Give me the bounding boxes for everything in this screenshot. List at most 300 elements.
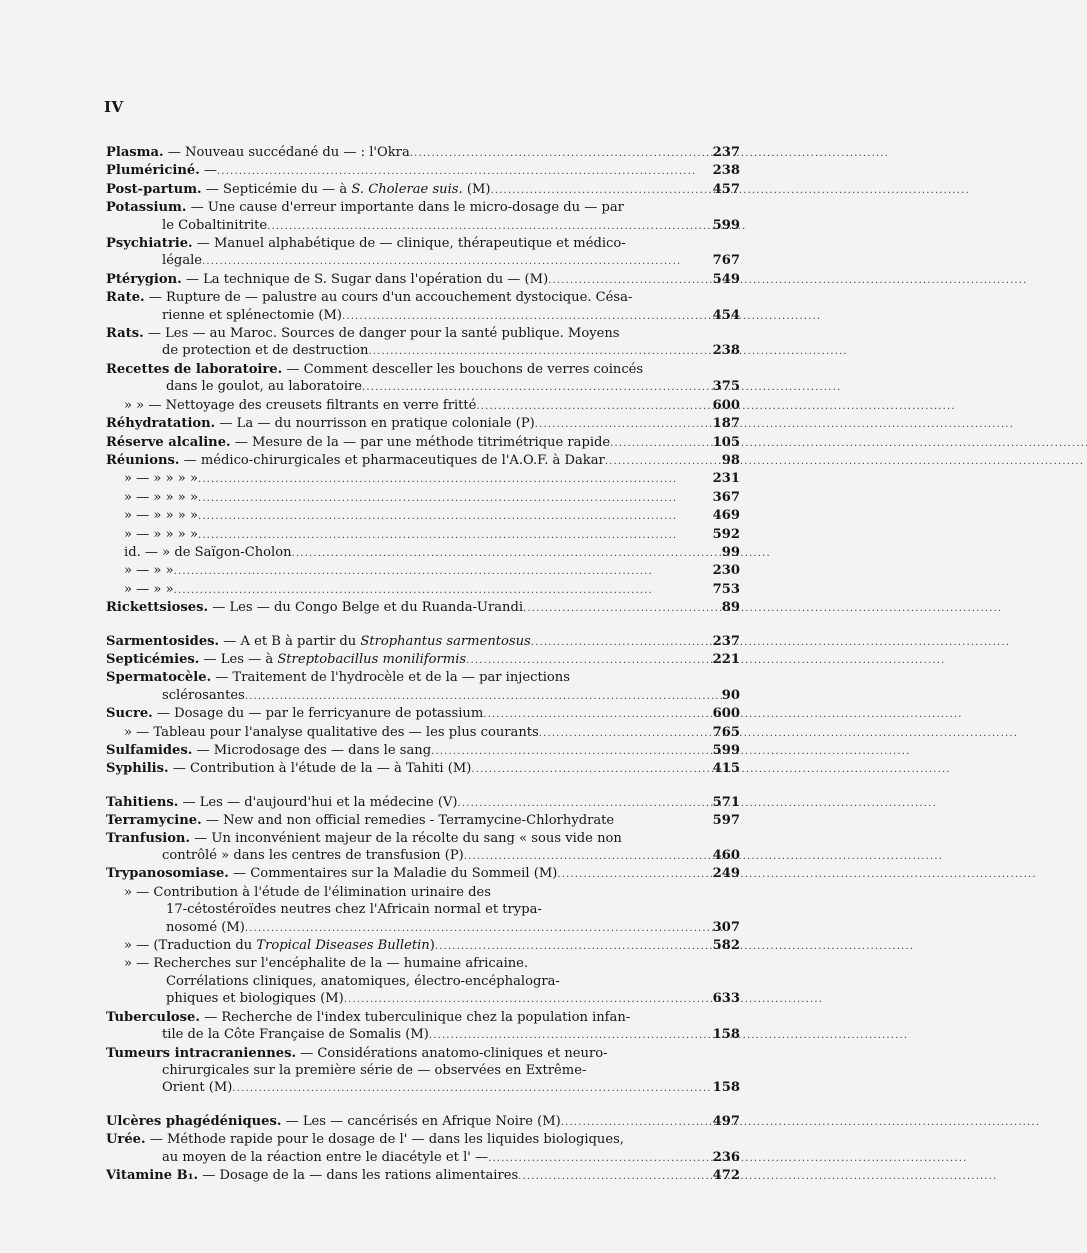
dot-leader xyxy=(531,633,708,651)
page-number: 375 xyxy=(712,379,740,395)
page-number: 592 xyxy=(712,526,740,542)
entry-heading: Plasma. xyxy=(106,145,164,160)
entry-line xyxy=(106,307,740,325)
dot-leader xyxy=(490,181,708,199)
entry-description: — xyxy=(199,163,218,179)
page-number: 98 xyxy=(721,452,740,468)
page-number: 454 xyxy=(712,307,740,323)
page-number: 765 xyxy=(712,724,740,740)
entry-line xyxy=(106,847,740,865)
page-number: 460 xyxy=(712,848,740,864)
entry-line xyxy=(106,181,740,199)
entry-text xyxy=(106,865,557,882)
entry-description: » — » » » » xyxy=(124,471,198,487)
entry-text xyxy=(106,812,614,829)
entry-line xyxy=(106,812,740,829)
entry-text xyxy=(162,687,245,704)
index-entry xyxy=(106,181,740,199)
entry-line xyxy=(106,489,740,507)
entry-heading: Septicémies. xyxy=(106,651,200,667)
entry-description: — Les — cancérisés en Afrique Noire (M) xyxy=(281,1113,561,1129)
dot-leader xyxy=(458,794,709,812)
entry-text xyxy=(106,1131,624,1148)
entry-description: — Un inconvénient majeur de la récolte du sang « sous vide non xyxy=(190,830,622,846)
dot-leader xyxy=(464,847,708,865)
entry-heading: Réunions. xyxy=(106,452,180,468)
entry-description: — Considérations anatomo-cliniques et neuro- xyxy=(296,1045,608,1061)
entry-line xyxy=(106,397,740,415)
entry-text xyxy=(106,1045,608,1062)
dot-leader xyxy=(217,162,708,180)
page-number: 238 xyxy=(712,343,740,359)
entry-description: — A et B à partir du xyxy=(219,633,361,649)
entry-line xyxy=(106,973,740,990)
page-folio: IV xyxy=(104,98,124,116)
entry-description: 17-cétostéroïdes neutres chez l'Africain normal et trypa- xyxy=(166,902,542,918)
index-entry xyxy=(106,235,740,271)
dot-leader xyxy=(292,544,708,562)
dot-leader xyxy=(245,687,708,705)
entry-suffix: (M) xyxy=(462,181,491,197)
entry-description: — Septicémie du — à xyxy=(201,181,352,197)
entry-heading: Vitamine B₁. xyxy=(106,1167,199,1183)
entry-line xyxy=(106,1149,740,1167)
entry-line xyxy=(106,937,740,955)
entry-text xyxy=(106,830,622,847)
entry-text xyxy=(162,1149,488,1166)
entry-heading: Réserve alcaline. xyxy=(106,434,231,450)
entry-text xyxy=(106,1167,518,1184)
entry-text xyxy=(106,235,626,252)
page-number: 249 xyxy=(712,866,740,882)
entry-line xyxy=(106,633,740,651)
entry-text xyxy=(162,252,202,269)
entry-line xyxy=(106,544,740,562)
dot-leader xyxy=(198,526,708,544)
entry-description: — Méthode rapide pour le dosage de l' — dans les liquides biologiques, xyxy=(145,1132,624,1148)
index-entry xyxy=(106,361,740,415)
page-number: 221 xyxy=(712,651,740,667)
entry-line xyxy=(106,865,740,883)
entry-description: phiques et biologiques (M) xyxy=(166,991,344,1007)
entry-description: nosomé (M) xyxy=(166,919,245,935)
entry-description: » — Contribution à l'étude de l'élimination urinaire des xyxy=(124,884,492,900)
entry-text xyxy=(124,470,198,487)
entry-text xyxy=(124,397,476,414)
entry-line xyxy=(106,901,740,918)
entry-description: » — » » xyxy=(124,581,174,597)
section-gap xyxy=(106,779,740,794)
entry-heading: Tuberculose. xyxy=(106,1009,200,1025)
entry-text xyxy=(166,973,560,990)
index-entry xyxy=(106,434,740,452)
entry-text xyxy=(124,724,539,741)
entry-heading: Rickettsioses. xyxy=(106,600,209,616)
entry-description: — Commentaires sur la Maladie du Sommeil (M) xyxy=(228,866,558,882)
entry-description: dans le goulot, au laboratoire xyxy=(166,379,363,395)
index-entry xyxy=(106,1167,740,1185)
dot-leader xyxy=(471,760,708,778)
entry-text xyxy=(124,526,198,543)
index-entry xyxy=(106,760,740,778)
entry-heading: Réhydratation. xyxy=(106,416,216,432)
dot-leader xyxy=(245,919,708,937)
page-number: 472 xyxy=(712,1167,740,1183)
index-entry xyxy=(106,325,740,361)
entry-line xyxy=(106,289,740,306)
page-number: 237 xyxy=(712,633,740,649)
entry-text xyxy=(124,507,198,524)
entry-line xyxy=(106,1167,740,1185)
dot-leader xyxy=(198,470,708,488)
index-entry xyxy=(106,633,740,651)
dot-leader xyxy=(431,742,708,760)
entry-line xyxy=(106,1009,740,1026)
entry-description: le Cobaltinitrite xyxy=(162,217,268,233)
entry-text xyxy=(106,705,483,722)
entry-description: — Une cause d'erreur importante dans le micro-dosage du — par xyxy=(186,200,624,216)
index-entry xyxy=(106,144,740,162)
page-number: 237 xyxy=(712,145,740,160)
entry-description: » » — Nettoyage des creusets filtrants en verre fritté xyxy=(124,397,477,413)
entry-description: légale xyxy=(162,253,203,269)
entry-line xyxy=(106,1113,740,1131)
entry-line xyxy=(106,507,740,525)
entry-line xyxy=(106,526,740,544)
entry-suffix: ) xyxy=(429,938,435,954)
entry-text xyxy=(166,990,344,1007)
page-number: 158 xyxy=(712,1080,740,1096)
dot-leader xyxy=(232,1079,708,1097)
section-gap xyxy=(106,618,740,633)
entry-description: — Traitement de l'hydrocèle et de la — par injections xyxy=(211,670,570,686)
italic-term: S. Cholerae suis. xyxy=(351,181,463,197)
entry-line xyxy=(106,651,740,669)
index-entry xyxy=(106,742,740,760)
entry-line xyxy=(106,581,740,599)
entry-description: — Les — d'aujourd'hui et la médecine (V) xyxy=(178,794,458,810)
entry-description: — Nouveau succédané du — : l'Okra xyxy=(163,145,410,160)
dot-leader xyxy=(539,724,708,742)
entry-text xyxy=(106,325,620,342)
entry-text xyxy=(162,342,368,359)
entry-line xyxy=(106,342,740,360)
entry-description: — Mesure de la — par une méthode titrimétrique rapide xyxy=(230,434,611,450)
entry-description: de protection et de destruction xyxy=(162,343,369,359)
index-entry xyxy=(106,865,740,1008)
entry-text xyxy=(124,489,198,506)
dot-leader xyxy=(435,937,708,955)
entry-line xyxy=(106,235,740,252)
entry-line xyxy=(106,599,740,617)
entry-line xyxy=(106,742,740,760)
entry-text xyxy=(106,434,610,451)
entry-heading: Syphilis. xyxy=(106,761,169,777)
dot-leader xyxy=(410,144,708,162)
index-entry xyxy=(106,812,740,829)
entry-line xyxy=(106,830,740,847)
entry-line xyxy=(106,760,740,778)
dot-leader xyxy=(610,434,708,452)
entry-line xyxy=(106,325,740,342)
dot-leader xyxy=(488,1149,708,1167)
dot-leader xyxy=(267,217,708,235)
entry-heading: Sarmentosides. xyxy=(106,633,220,649)
dot-leader xyxy=(557,865,708,883)
entry-description: id. — » de Saïgon-Cholon xyxy=(124,544,292,560)
entry-text xyxy=(124,937,435,954)
page-number: 457 xyxy=(712,181,740,197)
entry-heading: Tahitiens. xyxy=(106,794,179,810)
page-number: 469 xyxy=(712,508,740,524)
dot-leader xyxy=(362,378,708,396)
entry-description: Orient (M) xyxy=(162,1080,233,1096)
dot-leader xyxy=(344,990,708,1008)
entry-text xyxy=(106,452,605,469)
dot-leader xyxy=(466,651,708,669)
dot-leader xyxy=(198,489,708,507)
entry-heading: Post-partum. xyxy=(106,181,202,197)
entry-description: » — » » » » xyxy=(124,526,198,542)
index-entry xyxy=(106,669,740,705)
page-number: 600 xyxy=(712,706,740,722)
entry-text xyxy=(106,633,531,650)
index-entry xyxy=(106,452,740,599)
page-number: 582 xyxy=(712,938,740,954)
subject-index xyxy=(106,144,740,1185)
entry-text xyxy=(106,794,458,811)
entry-text xyxy=(106,289,632,306)
entry-description: » — » » » » xyxy=(124,508,198,524)
entry-description: — Dosage de la — dans les rations alimentaires xyxy=(198,1167,519,1183)
entry-description: — New and non official remedies - Terramycine-Chlorhydrate xyxy=(201,813,615,829)
entry-text xyxy=(162,1079,232,1096)
dot-leader xyxy=(483,705,708,723)
entry-line xyxy=(106,415,740,433)
entry-description: — Dosage du — par le ferricyanure de potassium xyxy=(152,706,484,722)
entry-line xyxy=(106,955,740,972)
entry-description: » — Recherches sur l'encéphalite de la — humaine africaine. xyxy=(124,956,529,972)
entry-heading: Sulfamides. xyxy=(106,743,193,758)
entry-line xyxy=(106,144,740,162)
page-number: 230 xyxy=(712,563,740,579)
entry-description: — médico-chirurgicales et pharmaceutiques de l'A.O.F. à Dakar xyxy=(179,452,605,468)
page-number: 105 xyxy=(712,434,740,450)
entry-description: — La — du nourrisson en pratique coloniale (P) xyxy=(215,416,535,432)
index-entry xyxy=(106,599,740,617)
entry-description: — Contribution à l'étude de la — à Tahiti (M) xyxy=(168,761,472,777)
entry-description: contrôlé » dans les centres de transfusion (P) xyxy=(162,848,464,864)
dot-leader xyxy=(198,507,708,525)
index-entry xyxy=(106,289,740,325)
entry-text xyxy=(162,217,267,234)
entry-text xyxy=(106,760,471,777)
index-entry xyxy=(106,651,740,669)
dot-leader xyxy=(548,271,708,289)
entry-heading: Trypanosomiase. xyxy=(106,866,229,882)
entry-description: sclérosantes xyxy=(162,687,245,703)
entry-text xyxy=(162,1062,586,1079)
italic-term: Tropical Diseases Bulletin xyxy=(256,938,430,954)
entry-text xyxy=(124,884,491,901)
entry-line xyxy=(106,919,740,937)
entry-description: au moyen de la réaction entre le diacétyle et l' — xyxy=(162,1149,489,1165)
entry-text xyxy=(162,847,464,864)
page-number: 600 xyxy=(712,397,740,413)
page-number: 599 xyxy=(712,217,740,233)
entry-text xyxy=(106,1113,561,1130)
entry-line xyxy=(106,162,740,180)
entry-description: » — (Traduction du xyxy=(124,938,257,954)
entry-line xyxy=(106,669,740,686)
index-entry xyxy=(106,1009,740,1045)
entry-description: Corrélations cliniques, anatomiques, électro-encéphalogra- xyxy=(166,973,560,989)
index-entry xyxy=(106,415,740,433)
page-number: 99 xyxy=(721,544,740,560)
section-gap xyxy=(106,1098,740,1113)
dot-leader xyxy=(535,415,708,433)
index-entry xyxy=(106,1113,740,1131)
entry-text xyxy=(106,742,431,759)
entry-line xyxy=(106,378,740,396)
entry-description: — Les — du Congo Belge et du Ruanda-Urandi xyxy=(208,600,524,616)
page-number: 497 xyxy=(712,1113,740,1129)
entry-line xyxy=(106,199,740,216)
dot-leader xyxy=(202,252,708,270)
index-entry xyxy=(106,1045,740,1098)
entry-heading: Rats. xyxy=(106,326,144,342)
page-number: 549 xyxy=(712,271,740,287)
entry-description: tile de la Côte Française de Somalis (M) xyxy=(162,1027,429,1043)
entry-text xyxy=(124,562,174,579)
entry-heading: Sucre. xyxy=(106,706,153,722)
page-number: 236 xyxy=(712,1149,740,1165)
entry-text xyxy=(166,901,542,918)
entry-heading: Terramycine. xyxy=(106,813,202,829)
entry-description: » — Tableau pour l'analyse qualitative des — les plus courants xyxy=(124,724,539,740)
italic-term: Strophantus sarmentosus xyxy=(360,633,531,649)
page-number: 89 xyxy=(721,600,740,616)
entry-description: » — » » xyxy=(124,563,174,579)
entry-line xyxy=(106,271,740,289)
entry-description: » — » » » » xyxy=(124,489,198,505)
entry-line xyxy=(106,705,740,723)
dot-leader xyxy=(476,397,708,415)
entry-line xyxy=(106,452,740,470)
page-number: 90 xyxy=(721,687,740,703)
page-number: 633 xyxy=(712,991,740,1007)
dot-leader xyxy=(429,1026,708,1044)
entry-line xyxy=(106,1131,740,1148)
entry-line xyxy=(106,724,740,742)
entry-text xyxy=(106,181,490,198)
index-entry xyxy=(106,794,740,812)
entry-text xyxy=(106,199,624,216)
entry-line xyxy=(106,217,740,235)
entry-heading: Ptérygion. xyxy=(106,271,182,287)
page-number: 753 xyxy=(712,581,740,597)
index-entry xyxy=(106,162,740,180)
dot-leader xyxy=(561,1113,708,1131)
entry-line xyxy=(106,990,740,1008)
page-number: 767 xyxy=(712,253,740,269)
entry-heading: Psychiatrie. xyxy=(106,236,193,252)
index-entry xyxy=(106,271,740,289)
entry-line xyxy=(106,687,740,705)
page-number: 597 xyxy=(712,813,740,829)
entry-line xyxy=(106,794,740,812)
page-number: 307 xyxy=(712,919,740,935)
entry-heading: Tumeurs intracraniennes. xyxy=(106,1045,296,1061)
index-entry xyxy=(106,1131,740,1167)
entry-text xyxy=(162,307,342,324)
entry-text xyxy=(166,919,245,936)
entry-line xyxy=(106,434,740,452)
page-number: 158 xyxy=(712,1027,740,1043)
entry-line xyxy=(106,1062,740,1079)
entry-description: — Microdosage des — dans le sang xyxy=(192,743,432,758)
entry-text xyxy=(106,1009,630,1026)
page-number: 238 xyxy=(712,163,740,179)
page-number: 187 xyxy=(712,416,740,432)
entry-text xyxy=(106,651,466,668)
page-number: 571 xyxy=(712,794,740,810)
entry-text xyxy=(106,415,535,432)
entry-line xyxy=(106,252,740,270)
page-number: 415 xyxy=(712,761,740,777)
dot-leader xyxy=(174,562,708,580)
index-entry xyxy=(106,705,740,742)
entry-heading: Potassium. xyxy=(106,200,187,216)
entry-description: — Comment desceller les bouchons de verres coincés xyxy=(282,361,644,377)
dot-leader xyxy=(518,1167,708,1185)
entry-line xyxy=(106,562,740,580)
entry-line xyxy=(106,470,740,488)
entry-text xyxy=(106,162,217,179)
entry-description: — La technique de S. Sugar dans l'opération du — (M) xyxy=(181,271,549,287)
entry-line xyxy=(106,1026,740,1044)
entry-description: — Les — à xyxy=(199,651,278,667)
entry-description: — Rupture de — palustre au cours d'un accouchement dystocique. Césa- xyxy=(144,290,633,306)
entry-text xyxy=(124,544,292,561)
entry-description: — Manuel alphabétique de — clinique, thérapeutique et médico- xyxy=(192,236,626,252)
entry-heading: Plumériciné. xyxy=(106,163,200,179)
index-entry xyxy=(106,830,740,866)
italic-term: Streptobacillus moniliformis xyxy=(277,651,467,667)
entry-text xyxy=(162,1026,429,1043)
entry-line xyxy=(106,1079,740,1097)
page-number: 231 xyxy=(712,471,740,487)
entry-text xyxy=(124,581,174,598)
index-entry xyxy=(106,199,740,235)
entry-text xyxy=(106,144,410,161)
dot-leader xyxy=(605,452,708,470)
entry-line xyxy=(106,361,740,378)
entry-description: — Les — au Maroc. Sources de danger pour la santé publique. Moyens xyxy=(143,326,620,342)
entry-text xyxy=(106,271,548,288)
entry-text xyxy=(106,669,570,686)
entry-text xyxy=(124,955,528,972)
dot-leader xyxy=(342,307,708,325)
entry-heading: Rate. xyxy=(106,290,145,306)
entry-description: chirurgicales sur la première série de — observées en Extrême- xyxy=(162,1062,587,1078)
dot-leader xyxy=(523,599,708,617)
entry-heading: Urée. xyxy=(106,1132,146,1148)
entry-text xyxy=(166,378,362,395)
entry-text xyxy=(106,599,523,616)
dot-leader xyxy=(368,342,708,360)
entry-heading: Spermatocèle. xyxy=(106,670,212,686)
